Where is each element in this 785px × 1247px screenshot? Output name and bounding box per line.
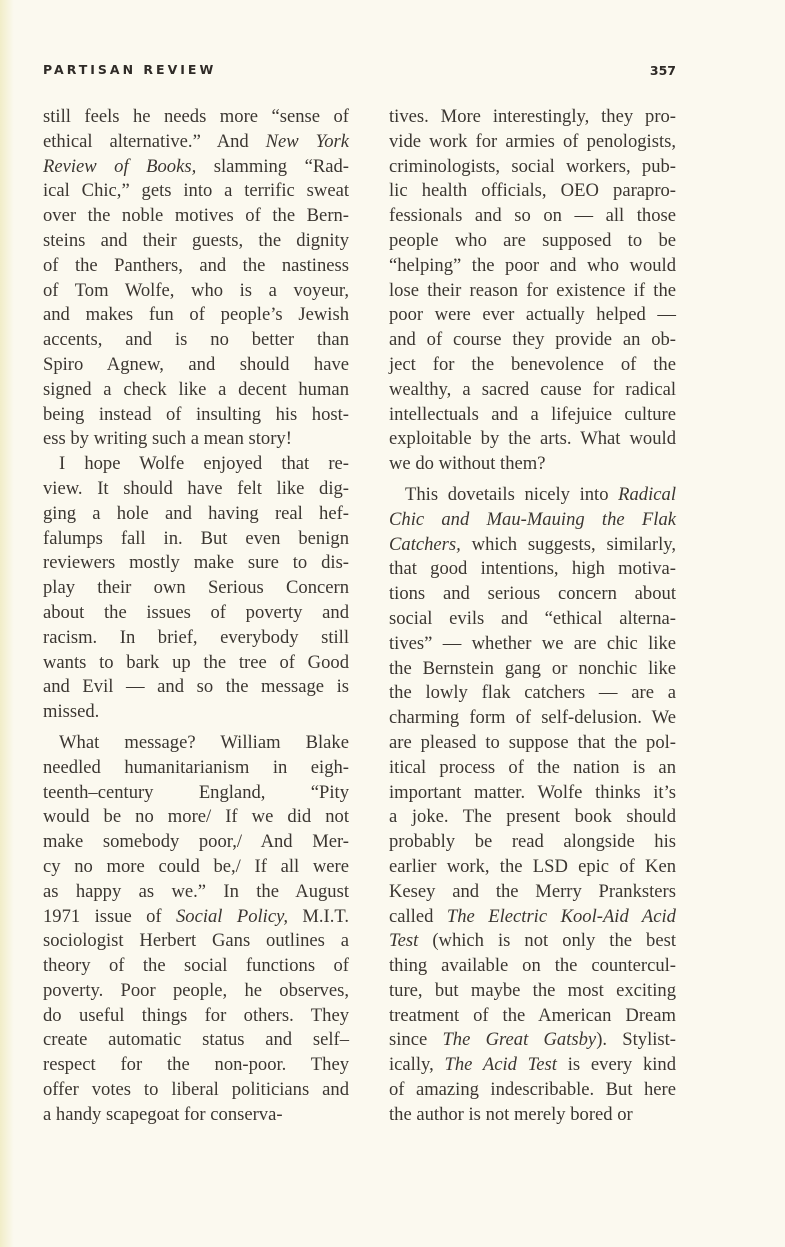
text-line xyxy=(389,1053,676,1078)
text-segment: would be no more/ If we did not xyxy=(43,806,349,828)
text-segment: of the Panthers, and the nastiness xyxy=(43,254,349,276)
text-segment: steins and their guests, the dignity xyxy=(43,229,349,251)
text-segment: poor were ever actually helped — xyxy=(389,304,676,326)
text-line xyxy=(389,830,676,855)
text-segment: reviewers mostly make sure to dis- xyxy=(43,552,349,574)
text-segment: “helping” the poor and who would xyxy=(389,254,676,276)
text-line xyxy=(389,508,676,533)
text-segment: accents, and is no better than xyxy=(43,329,349,351)
text-line xyxy=(389,328,676,353)
text-segment: ture, but maybe the most exciting xyxy=(389,979,676,1001)
text-segment: being instead of insulting his host- xyxy=(43,403,349,425)
text-segment: missed. xyxy=(43,701,100,723)
text-segment: theory of the social functions of xyxy=(43,955,349,977)
text-line xyxy=(43,303,349,328)
text-segment: a joke. The present book should xyxy=(389,806,676,828)
text-line xyxy=(43,427,349,452)
text-line xyxy=(389,533,676,558)
text-line xyxy=(389,155,676,180)
paragraph xyxy=(43,731,349,1128)
paragraph xyxy=(389,105,676,477)
text-line xyxy=(43,855,349,880)
text-line xyxy=(43,105,349,130)
text-segment: play their own Serious Concern xyxy=(43,577,349,599)
text-line xyxy=(43,880,349,905)
italic-title: Chic and Mau-Mauing the Flak xyxy=(389,508,676,530)
text-segment: vide work for armies of penologists, xyxy=(389,130,676,152)
text-segment: a handy scapegoat for conserva- xyxy=(43,1103,283,1125)
text-line xyxy=(389,681,676,706)
text-line xyxy=(43,353,349,378)
text-line xyxy=(43,905,349,930)
text-segment: charming form of self-delusion. We xyxy=(389,707,676,729)
text-line xyxy=(43,756,349,781)
text-segment: make somebody poor,/ And Mer- xyxy=(43,831,349,853)
text-segment: ically, xyxy=(389,1054,445,1076)
text-segment: ging a hole and having real hef- xyxy=(43,502,349,524)
text-segment: ethical alternative.” And xyxy=(43,130,266,152)
text-line xyxy=(43,1053,349,1078)
text-segment: create automatic status and self– xyxy=(43,1029,349,1051)
text-line xyxy=(43,675,349,700)
italic-title: Radical xyxy=(618,483,676,505)
text-segment: tives” — whether we are chic like xyxy=(389,632,676,654)
text-segment: M.I.T. xyxy=(287,905,349,927)
text-line xyxy=(43,626,349,651)
text-line xyxy=(43,979,349,1004)
text-line xyxy=(43,477,349,502)
text-segment: as happy as we.” In the August xyxy=(43,880,349,902)
text-line xyxy=(389,229,676,254)
text-line xyxy=(43,551,349,576)
paragraph xyxy=(43,105,349,452)
text-segment: Spiro Agnew, and should have xyxy=(43,353,349,375)
text-line xyxy=(389,731,676,756)
text-line xyxy=(389,1103,676,1128)
text-line xyxy=(389,979,676,1004)
text-line xyxy=(389,905,676,930)
text-segment: ical Chic,” gets into a terrific sweat xyxy=(43,180,349,202)
text-line xyxy=(389,452,676,477)
text-segment: teenth–century England, “Pity xyxy=(43,781,349,803)
text-line xyxy=(389,105,676,130)
text-line xyxy=(389,657,676,682)
text-line xyxy=(43,452,349,477)
text-segment: ess by writing such a mean story! xyxy=(43,428,292,450)
text-segment: of amazing indescribable. But here xyxy=(389,1079,676,1101)
text-segment: do useful things for others. They xyxy=(43,1004,349,1026)
text-line xyxy=(389,929,676,954)
text-line xyxy=(43,805,349,830)
text-line xyxy=(43,781,349,806)
text-segment: still feels he needs more “sense of xyxy=(43,106,349,127)
text-segment: tions and serious concern about xyxy=(389,583,676,605)
paragraph xyxy=(389,483,676,1128)
text-segment: called xyxy=(389,905,447,927)
text-segment: the Bernstein gang or nonchic like xyxy=(389,657,676,679)
text-line xyxy=(43,700,349,725)
text-line xyxy=(43,954,349,979)
text-segment: (which is not only the best xyxy=(418,930,676,952)
text-line xyxy=(43,929,349,954)
text-segment: we do without them? xyxy=(389,453,546,475)
text-line xyxy=(43,279,349,304)
text-segment: ). Stylist- xyxy=(596,1029,676,1051)
text-segment: social evils and “ethical alterna- xyxy=(389,607,676,629)
text-line xyxy=(43,328,349,353)
right-column xyxy=(389,105,676,1128)
page-edge xyxy=(0,0,14,1247)
text-line xyxy=(389,353,676,378)
text-segment: I hope Wolfe enjoyed that re- xyxy=(59,453,349,475)
text-line xyxy=(389,607,676,632)
text-line xyxy=(389,632,676,657)
text-segment: wealthy, a sacred cause for radical xyxy=(389,378,676,400)
text-line xyxy=(43,731,349,756)
text-segment: criminologists, social workers, pub- xyxy=(389,155,676,177)
text-segment: that good intentions, high motiva- xyxy=(389,558,676,580)
text-line xyxy=(389,954,676,979)
text-line xyxy=(43,576,349,601)
text-line xyxy=(389,805,676,830)
text-segment: over the noble motives of the Bern- xyxy=(43,205,349,227)
text-line xyxy=(389,706,676,731)
text-segment: itical process of the nation is an xyxy=(389,756,676,778)
text-segment: What message? William Blake xyxy=(59,731,349,753)
text-segment: which suggests, similarly, xyxy=(460,533,676,555)
text-segment: cy no more could be,/ If all were xyxy=(43,855,349,877)
italic-title: The Electric Kool-Aid Acid xyxy=(446,905,676,927)
text-line xyxy=(389,756,676,781)
text-segment: lic health officials, OEO parapro- xyxy=(389,180,676,202)
text-segment: racism. In brief, everybody still xyxy=(43,626,349,648)
text-segment: and Evil — and so the message is xyxy=(43,676,349,698)
text-line xyxy=(43,130,349,155)
text-line xyxy=(389,855,676,880)
text-line xyxy=(43,527,349,552)
text-line xyxy=(389,427,676,452)
italic-title: Review of Books, xyxy=(43,155,197,177)
running-head: PARTISAN REVIEW xyxy=(43,62,217,77)
text-line xyxy=(43,403,349,428)
text-line xyxy=(389,1028,676,1053)
text-line xyxy=(389,582,676,607)
text-segment: fessionals and so on — all those xyxy=(389,205,676,227)
text-segment: treatment of the American Dream xyxy=(389,1004,676,1026)
text-line xyxy=(43,830,349,855)
text-segment: and makes fun of people’s Jewish xyxy=(43,304,349,326)
text-line xyxy=(389,378,676,403)
text-line xyxy=(43,1028,349,1053)
text-segment: Kesey and the Merry Pranksters xyxy=(389,880,676,902)
text-segment: 1971 issue of xyxy=(43,905,176,927)
text-line xyxy=(43,155,349,180)
page-number: 357 xyxy=(649,63,676,78)
text-line xyxy=(43,179,349,204)
text-segment: falumps fall in. But even benign xyxy=(43,527,349,549)
italic-title: Test xyxy=(389,930,419,952)
text-segment: This dovetails nicely into xyxy=(405,483,619,505)
text-line xyxy=(43,601,349,626)
text-segment: exploitable by the arts. What would xyxy=(389,428,676,450)
text-line xyxy=(389,1004,676,1029)
text-segment: is every kind xyxy=(556,1054,677,1076)
text-segment: earlier work, the LSD epic of Ken xyxy=(389,855,676,877)
text-line xyxy=(43,502,349,527)
text-line xyxy=(43,651,349,676)
text-segment: ject for the benevolence of the xyxy=(389,353,676,375)
text-segment: probably be read alongside his xyxy=(389,831,676,853)
text-segment: view. It should have felt like dig- xyxy=(43,477,349,499)
text-line xyxy=(389,204,676,229)
text-line xyxy=(389,130,676,155)
text-line xyxy=(389,557,676,582)
text-line xyxy=(389,303,676,328)
text-segment: of Tom Wolfe, who is a voyeur, xyxy=(43,279,349,301)
text-segment: respect for the non-poor. They xyxy=(43,1054,349,1076)
italic-title: New York xyxy=(265,130,350,152)
text-segment: lose their reason for existence if the xyxy=(389,279,676,301)
text-segment: signed a check like a decent human xyxy=(43,378,349,400)
italic-title: The Acid Test xyxy=(444,1054,557,1076)
left-column xyxy=(43,105,349,1128)
text-line xyxy=(389,483,676,508)
text-line xyxy=(43,254,349,279)
text-line xyxy=(389,1078,676,1103)
text-line xyxy=(43,1078,349,1103)
text-segment: offer votes to liberal politicians and xyxy=(43,1079,349,1101)
text-segment: people who are supposed to be xyxy=(389,229,676,251)
text-segment: since xyxy=(389,1029,443,1051)
text-segment: are pleased to suppose that the pol- xyxy=(389,731,676,753)
text-segment: sociologist Herbert Gans outlines a xyxy=(43,930,349,952)
text-segment: slamming “Rad- xyxy=(196,155,349,177)
text-segment: and of course they provide an ob- xyxy=(389,329,676,351)
text-segment: wants to bark up the tree of Good xyxy=(43,651,349,673)
text-line xyxy=(389,403,676,428)
text-segment: thing available on the countercul- xyxy=(389,955,676,977)
paragraph xyxy=(43,452,349,725)
text-line xyxy=(389,880,676,905)
text-line xyxy=(43,1004,349,1029)
text-line xyxy=(43,1103,349,1128)
text-line xyxy=(43,204,349,229)
text-segment: intellectuals and a lifejuice culture xyxy=(389,403,676,425)
text-line xyxy=(389,254,676,279)
text-line xyxy=(389,179,676,204)
text-segment: important matter. Wolfe thinks it’s xyxy=(389,781,676,803)
italic-title: The Great Gatsby xyxy=(442,1029,597,1051)
text-segment: about the issues of poverty and xyxy=(43,601,349,623)
text-segment: needled humanitarianism in eigh- xyxy=(43,756,349,778)
text-line xyxy=(43,229,349,254)
text-line xyxy=(389,781,676,806)
italic-title: Catchers, xyxy=(389,533,461,555)
italic-title: Social Policy, xyxy=(176,905,288,927)
text-line xyxy=(389,279,676,304)
text-segment: poverty. Poor people, he observes, xyxy=(43,979,349,1001)
text-segment: the lowly flak catchers — are a xyxy=(389,682,676,704)
text-segment: tives. More interestingly, they pro- xyxy=(389,106,676,127)
text-segment: the author is not merely bored or xyxy=(389,1103,633,1125)
text-line xyxy=(43,378,349,403)
